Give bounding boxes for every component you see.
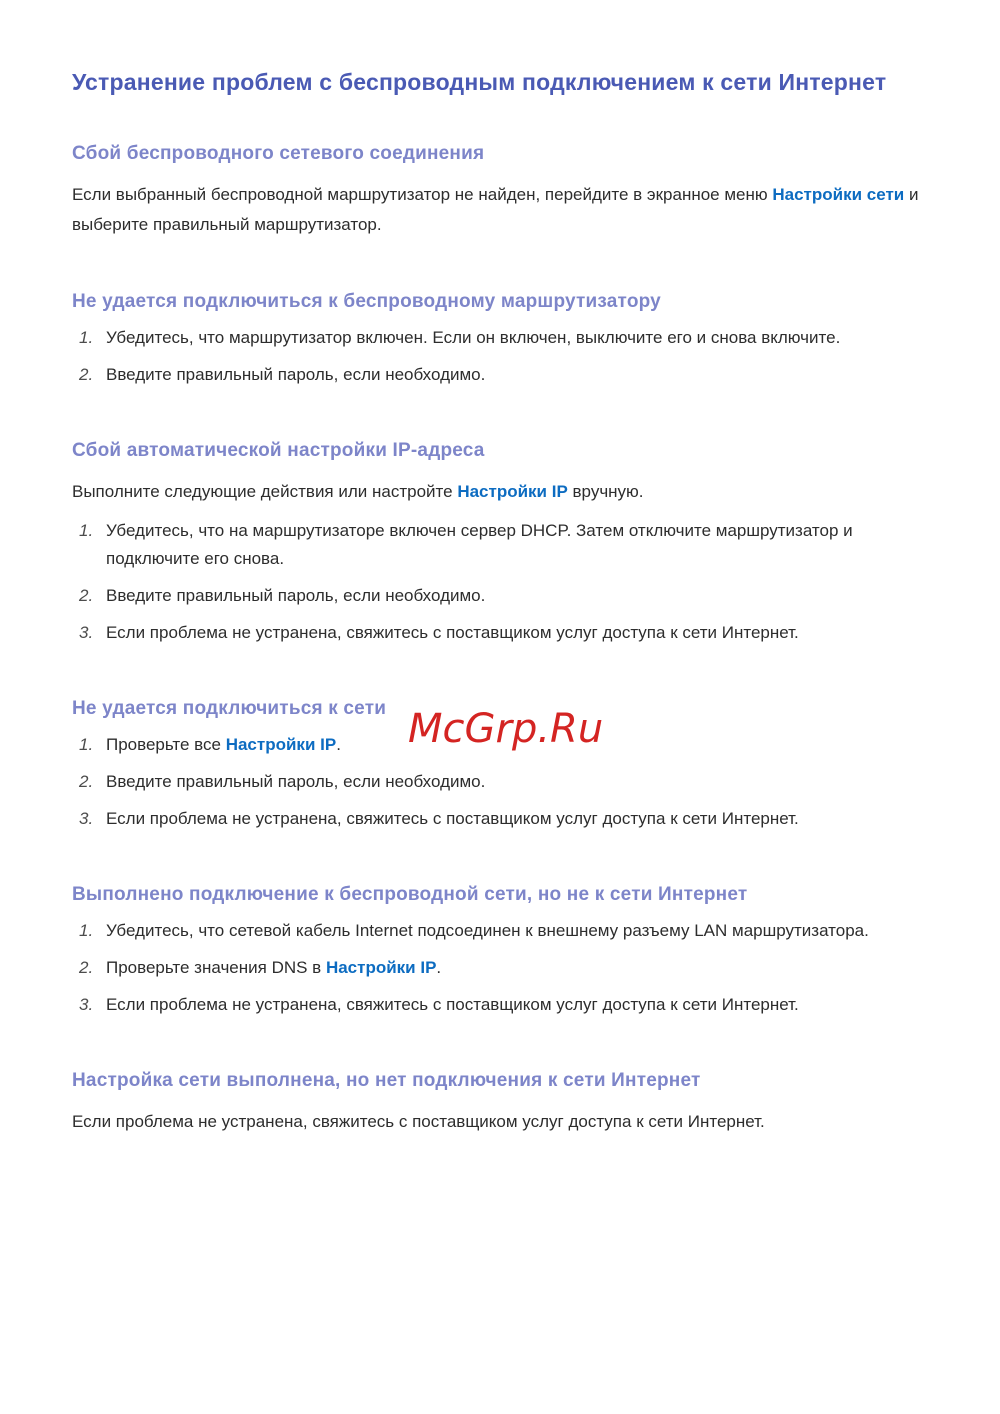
- section-cannot-connect-network: [72, 697, 930, 833]
- step-text-run: Если проблема не устранена, свяжитесь с поставщиком услуг доступа к сети Интернет.: [106, 623, 799, 642]
- list-item: [72, 805, 930, 833]
- list-item: [72, 361, 930, 389]
- step-text-run: Убедитесь, что на маршрутизаторе включен сервер DHCP. Затем отключите маршрутизатор и подключите его снова.: [106, 521, 853, 568]
- page-title: Устранение проблем с беспроводным подключением к сети Интернет: [72, 69, 887, 95]
- step-number: 2.: [79, 958, 94, 977]
- step-number: 2.: [79, 586, 94, 605]
- menu-reference-ip-settings: Настройки IP: [225, 735, 337, 754]
- list-item: [72, 517, 930, 573]
- numbered-list: [72, 324, 930, 389]
- step-number: 3.: [79, 809, 94, 828]
- step-text: [106, 324, 930, 352]
- paragraph-text: Если проблема не устранена, свяжитесь с поставщиком услуг доступа к сети Интернет.: [72, 1112, 765, 1131]
- step-text: [106, 619, 930, 647]
- mcgrp-watermark: McGrp.Ru: [408, 706, 604, 752]
- step-text: [106, 768, 930, 796]
- list-item: [72, 768, 930, 796]
- step-text-run: Проверьте значения DNS в: [106, 958, 326, 977]
- step-text-run: Введите правильный пароль, если необходимо.: [106, 365, 486, 384]
- list-item: [72, 582, 930, 610]
- paragraph-text: Выполните следующие действия или настройте: [72, 482, 458, 501]
- step-text: [106, 805, 930, 833]
- step-number: 2.: [79, 772, 94, 791]
- step-text-run: Убедитесь, что сетевой кабель Internet подсоединен к внешнему разъему LAN маршрутизатора.: [106, 921, 869, 940]
- step-text-run: Введите правильный пароль, если необходимо.: [106, 772, 486, 791]
- section-setup-complete-no-internet: [72, 1069, 930, 1137]
- menu-reference-ip-settings: Настройки IP: [457, 482, 568, 501]
- step-text-run: Проверьте все: [106, 735, 226, 754]
- section-wireless-but-no-internet: [72, 883, 930, 1019]
- menu-reference-ip-settings: Настройки IP: [325, 958, 437, 977]
- paragraph-text: вручную.: [567, 482, 644, 501]
- section-paragraph: [72, 477, 930, 507]
- step-number: 3.: [79, 995, 94, 1014]
- step-number: 1.: [79, 521, 94, 540]
- menu-reference-network-settings: Настройки сети: [772, 185, 905, 204]
- step-number: 2.: [79, 365, 94, 384]
- step-text-run: .: [336, 735, 341, 754]
- paragraph-text: и выберите правильный маршрутизатор.: [72, 185, 919, 234]
- step-text: [106, 517, 930, 573]
- step-text: [106, 954, 930, 982]
- list-item: [72, 917, 930, 945]
- list-item: [72, 324, 930, 352]
- list-item: [72, 619, 930, 647]
- step-number: 1.: [79, 921, 94, 940]
- section-heading: Сбой автоматической настройки IP-адреса: [72, 440, 485, 461]
- step-number: 1.: [79, 735, 94, 754]
- list-item: [72, 731, 930, 759]
- step-number: 3.: [79, 623, 94, 642]
- section-paragraph: [72, 180, 930, 240]
- numbered-list: [72, 517, 930, 647]
- numbered-list: [72, 731, 930, 833]
- section-heading: Не удается подключиться к сети: [72, 698, 387, 719]
- step-text-run: .: [436, 958, 442, 977]
- section-paragraph: [72, 1107, 930, 1137]
- step-text-run: Если проблема не устранена, свяжитесь с поставщиком услуг доступа к сети Интернет.: [106, 809, 799, 828]
- section-heading: Сбой беспроводного сетевого соединения: [72, 143, 485, 164]
- section-heading: Настройка сети выполнена, но нет подключения к сети Интернет: [72, 1070, 701, 1091]
- step-text: [106, 991, 930, 1019]
- list-item: [72, 991, 930, 1019]
- step-text-run: Введите правильный пароль, если необходимо.: [106, 586, 486, 605]
- step-text: [106, 582, 930, 610]
- section-cannot-connect-router: [72, 290, 930, 389]
- step-text: [106, 731, 930, 759]
- step-text-run: Убедитесь, что маршрутизатор включен. Если он включен, выключите его и снова включите.: [106, 328, 841, 347]
- section-heading: Не удается подключиться к беспроводному маршрутизатору: [72, 291, 661, 312]
- step-number: 1.: [79, 328, 94, 347]
- numbered-list: [72, 917, 930, 1019]
- list-item: [72, 954, 930, 982]
- paragraph-text: Если выбранный беспроводной маршрутизатор не найден, перейдите в экранное меню: [72, 185, 773, 204]
- section-auto-ip-failed: [72, 439, 930, 647]
- step-text: [106, 361, 930, 389]
- step-text-run: Если проблема не устранена, свяжитесь с поставщиком услуг доступа к сети Интернет.: [106, 995, 799, 1014]
- section-heading: Выполнено подключение к беспроводной сети, но не к сети Интернет: [72, 884, 748, 905]
- section-wireless-connection-failed: [72, 142, 930, 240]
- step-text: [106, 917, 930, 945]
